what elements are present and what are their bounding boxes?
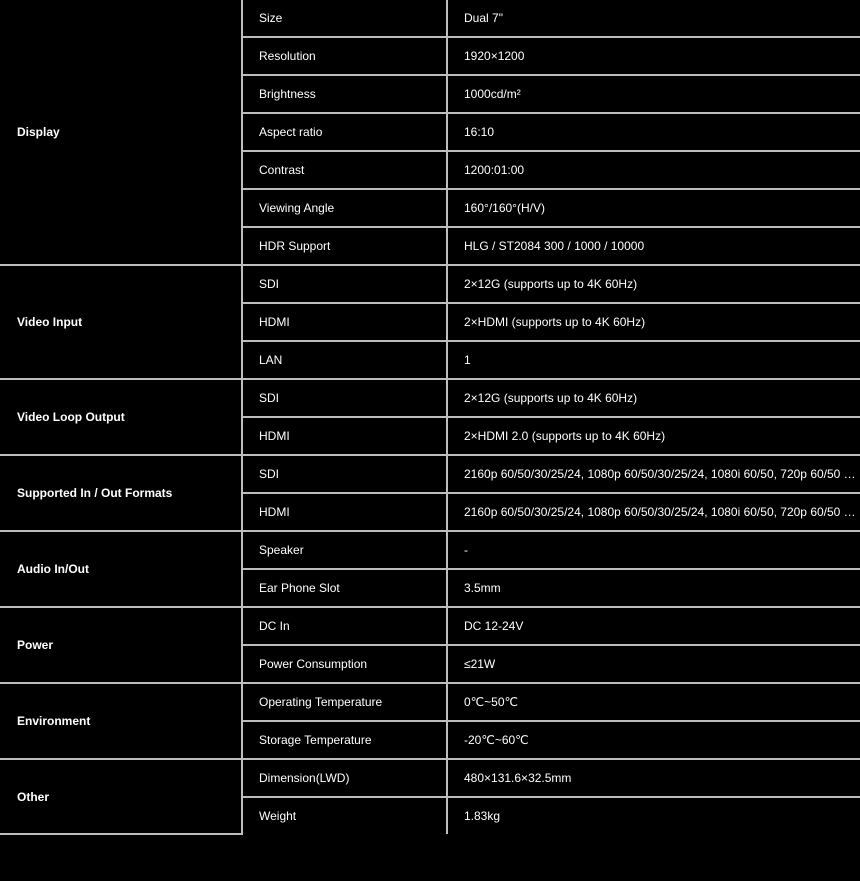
category-cell: Power (0, 607, 242, 683)
spec-value-text: - (464, 543, 468, 557)
spec-value-text: 2×12G (supports up to 4K 60Hz) (464, 391, 638, 405)
spec-row (0, 531, 860, 569)
spec-value-text: 0℃~50℃ (464, 695, 518, 709)
spec-value-text: 2×12G (supports up to 4K 60Hz) (464, 277, 638, 291)
spec-name-cell: Viewing Angle (242, 189, 447, 227)
spec-value-text: 2×HDMI (supports up to 4K 60Hz) (464, 315, 646, 329)
spec-name-cell: Aspect ratio (242, 113, 447, 151)
spec-row (0, 607, 860, 645)
spec-name-cell: HDR Support (242, 227, 447, 265)
spec-value-text: 2×HDMI 2.0 (supports up to 4K 60Hz) (464, 429, 666, 443)
spec-row (0, 265, 860, 303)
spec-name-cell: Speaker (242, 531, 447, 569)
spec-value-cell (447, 683, 860, 721)
spec-value-text: 1200:01:00 (464, 163, 525, 177)
category-cell: Supported In / Out Formats (0, 455, 242, 531)
spec-value-cell (447, 227, 860, 265)
spec-name-cell: DC In (242, 607, 447, 645)
spec-value-cell (447, 303, 860, 341)
spec-row (0, 455, 860, 493)
category-cell: Display (0, 0, 242, 265)
spec-value-cell (447, 113, 860, 151)
spec-value-text: 3.5mm (464, 581, 501, 595)
spec-value-text: 1920×1200 (464, 49, 525, 63)
spec-value-text: DC 12-24V (464, 619, 524, 633)
spec-name-cell: Weight (242, 797, 447, 834)
spec-value-text: 1 (464, 353, 471, 367)
spec-value-text: 1000cd/m² (464, 87, 521, 101)
spec-name-cell: Power Consumption (242, 645, 447, 683)
spec-value-cell (447, 607, 860, 645)
spec-row (0, 759, 860, 797)
spec-value-text: 2160p 60/50/30/25/24, 1080p 60/50/30/25/24, 1080i 60/50, 720p 60/50 … (464, 467, 856, 481)
spec-value-cell (447, 37, 860, 75)
spec-name-cell: HDMI (242, 493, 447, 531)
category-cell: Environment (0, 683, 242, 759)
spec-value-text: 480×131.6×32.5mm (464, 771, 572, 785)
spec-name-cell: Contrast (242, 151, 447, 189)
spec-row (0, 683, 860, 721)
spec-value-text: 1.83kg (464, 809, 501, 823)
spec-value-cell (447, 265, 860, 303)
spec-value-cell (447, 645, 860, 683)
spec-value-text: 2160p 60/50/30/25/24, 1080p 60/50/30/25/24, 1080i 60/50, 720p 60/50 … (464, 505, 856, 519)
spec-value-cell (447, 151, 860, 189)
spec-value-cell (447, 797, 860, 834)
spec-value-cell (447, 531, 860, 569)
spec-name-cell: Ear Phone Slot (242, 569, 447, 607)
spec-value-text: 160°/160°(H/V) (464, 201, 545, 215)
spec-name-cell: HDMI (242, 303, 447, 341)
spec-name-cell: HDMI (242, 417, 447, 455)
spec-value-cell (447, 189, 860, 227)
spec-name-cell: Storage Temperature (242, 721, 447, 759)
spec-value-cell (447, 721, 860, 759)
category-cell: Video Loop Output (0, 379, 242, 455)
spec-value-cell (447, 569, 860, 607)
spec-value-cell (447, 341, 860, 379)
spec-value-text: -20℃~60℃ (464, 733, 529, 747)
spec-value-text: Dual 7" (464, 11, 503, 25)
spec-name-cell: SDI (242, 455, 447, 493)
spec-name-cell: SDI (242, 379, 447, 417)
spec-name-cell: Brightness (242, 75, 447, 113)
spec-value-cell (447, 379, 860, 417)
spec-value-cell (447, 455, 860, 493)
spec-name-cell: LAN (242, 341, 447, 379)
category-cell: Video Input (0, 265, 242, 379)
spec-name-cell: Dimension(LWD) (242, 759, 447, 797)
spec-value-text: ≤21W (464, 657, 496, 671)
category-cell: Other (0, 759, 242, 834)
spec-value-cell (447, 75, 860, 113)
spec-name-cell: Operating Temperature (242, 683, 447, 721)
spec-value-cell (447, 417, 860, 455)
spec-name-cell: Resolution (242, 37, 447, 75)
spec-value-text: 16:10 (464, 125, 495, 139)
spec-name-cell: SDI (242, 265, 447, 303)
spec-value-cell (447, 0, 860, 37)
spec-value-text: HLG / ST2084 300 / 1000 / 10000 (464, 239, 645, 253)
spec-row (0, 0, 860, 37)
spec-row (0, 379, 860, 417)
spec-name-cell: Size (242, 0, 447, 37)
spec-value-cell (447, 493, 860, 531)
spec-value-cell (447, 759, 860, 797)
category-cell: Audio In/Out (0, 531, 242, 607)
